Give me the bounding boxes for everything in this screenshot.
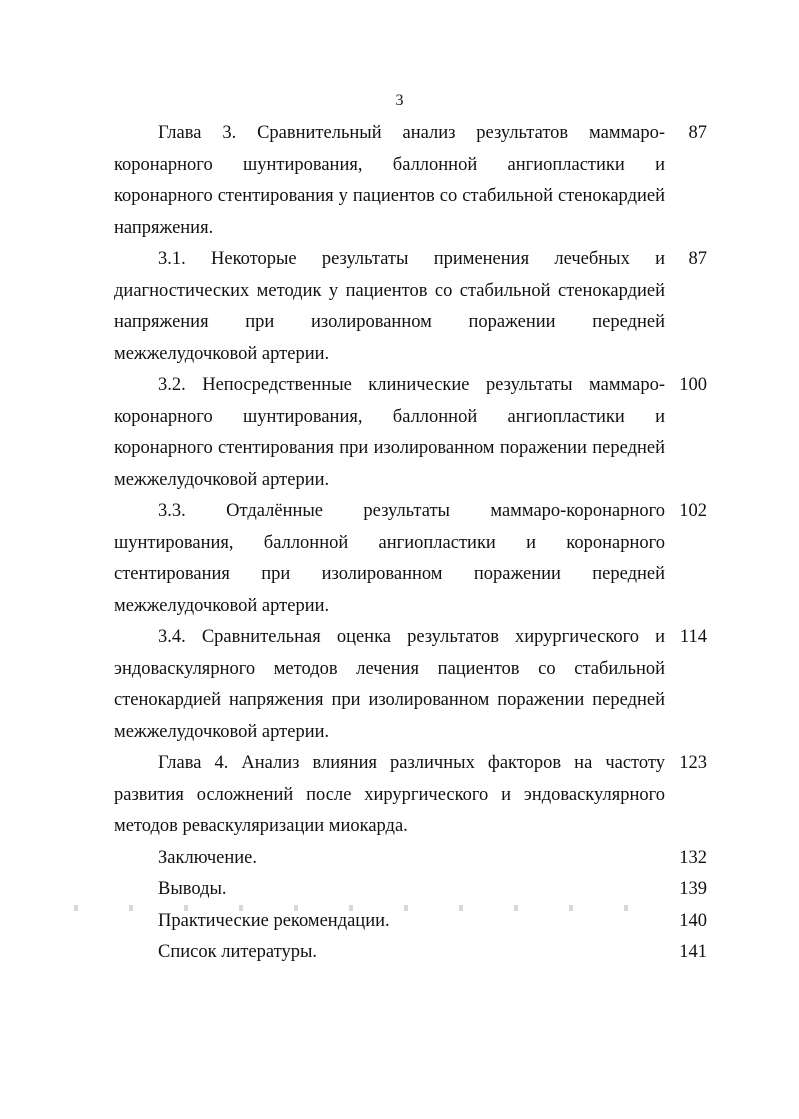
toc-entry-title: Выводы. (158, 879, 227, 899)
toc-entry-title: 3.1. Некоторые результаты применения лечебных и диагностических методик у пациентов со стабильной стенокардией напряжения при изолированном поражении передней межжелудочковой артерии. (114, 249, 665, 364)
toc-entry-page: 140 (679, 910, 707, 931)
toc-entry-references (0, 937, 799, 969)
toc-entry-page: 123 (679, 753, 707, 773)
table-of-contents (0, 118, 799, 969)
toc-entry-chapter-4 (0, 748, 799, 843)
scan-artifact (60, 905, 640, 911)
toc-entry-conclusion (0, 843, 799, 875)
toc-entry-page: 141 (679, 942, 707, 962)
toc-entry-title: 3.4. Сравнительная оценка результатов хирургического и эндоваскулярного методов лечения пациентов со стабильной стенокардией напряжения при изолированном поражении передней межжелудочковой артерии. (114, 627, 665, 742)
toc-entry-page: 132 (679, 847, 707, 868)
toc-entry-page: 114 (679, 627, 707, 647)
toc-entry-page: 139 (679, 879, 707, 899)
toc-entry-findings (0, 874, 799, 906)
toc-entry-chapter-3 (0, 118, 799, 244)
toc-entry-title: 3.3. Отдалённые результаты маммаро-коронарного шунтирования, баллонной ангиопластики и коронарного стентирования при изолированном поражении передней межжелудочковой артерии. (114, 501, 665, 616)
toc-entry-page: 102 (679, 501, 707, 521)
toc-entry-3-4 (0, 622, 799, 748)
toc-entry-3-1 (0, 244, 799, 370)
toc-entry-page: 87 (688, 123, 707, 143)
toc-entry-3-2 (0, 370, 799, 496)
toc-entry-page: 100 (679, 375, 707, 395)
toc-entry-page: 87 (688, 249, 707, 269)
toc-entry-title: Список литературы. (158, 942, 318, 962)
toc-entry-3-3 (0, 496, 799, 622)
toc-entry-title: Практические рекомендации. (158, 910, 390, 931)
toc-entry-title: Заключение. (158, 847, 257, 868)
toc-entry-title: Глава 4. Анализ влияния различных факторов на частоту развития осложнений после хирургического и эндоваскулярного методов реваскуляризации миокарда. (114, 753, 665, 836)
toc-entry-title: Глава 3. Сравнительный анализ результатов маммаро-коронарного шунтирования, баллонной ангиопластики и коронарного стентирования у пациентов со стабильной стенокардией напряжения. (114, 123, 665, 238)
page-number: 3 (395, 92, 404, 109)
toc-entry-title: 3.2. Непосредственные клинические результаты маммаро-коронарного шунтирования, баллонной ангиопластики и коронарного стентирования при изолированном поражении передней межжелудочковой артерии. (114, 375, 665, 490)
